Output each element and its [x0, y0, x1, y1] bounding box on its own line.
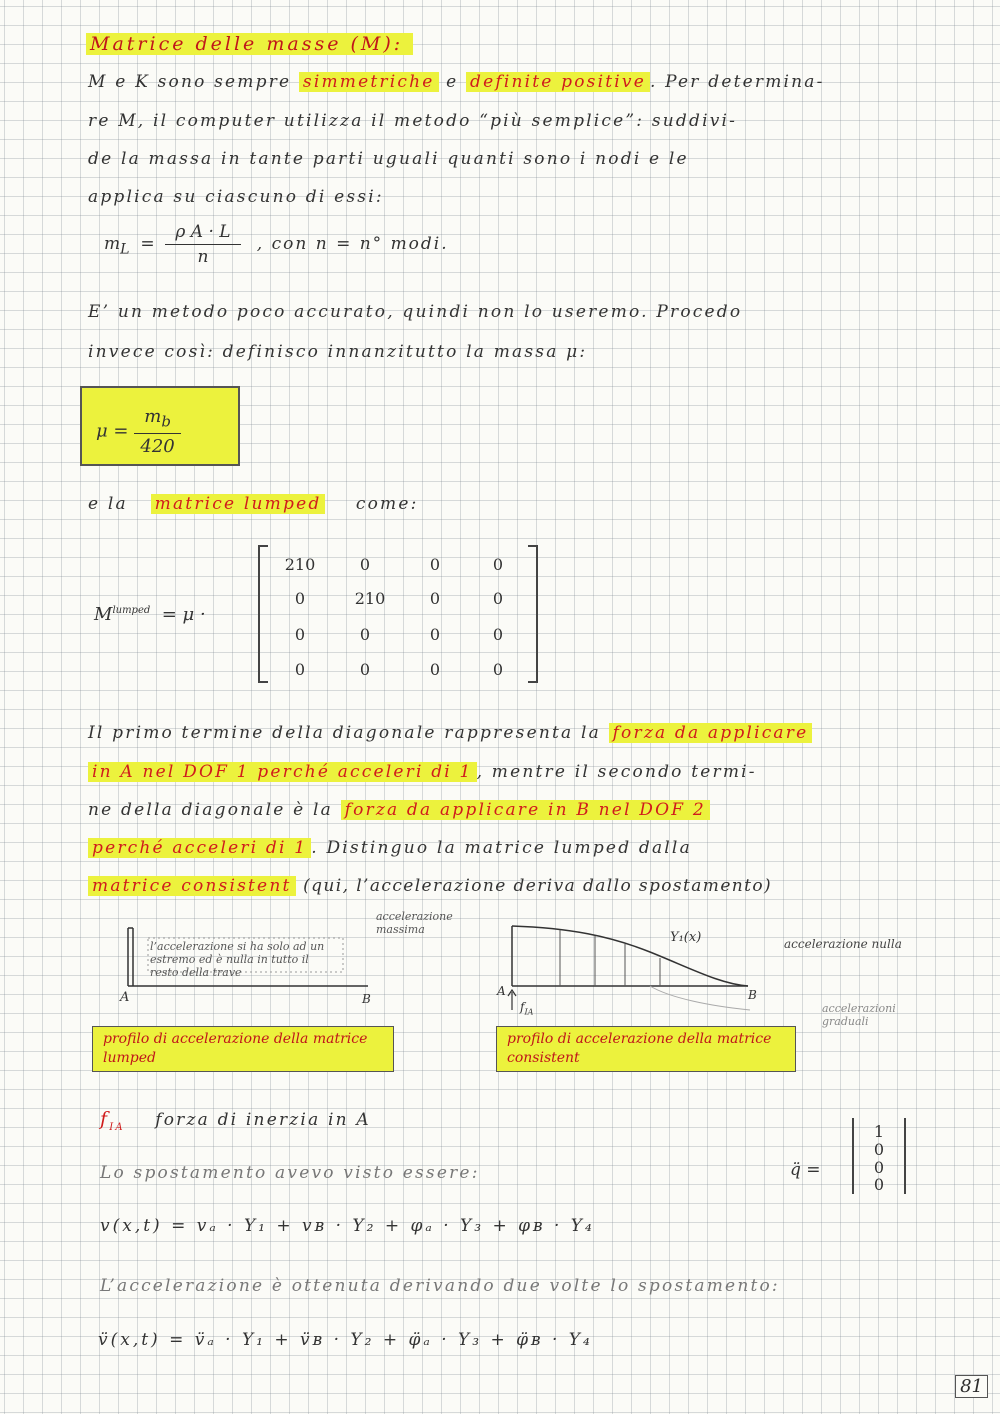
lumped-note: l’accelerazione si ha solo ad un estremo ed è nulla in tutto il resto della trave	[150, 940, 325, 979]
fraction	[165, 222, 240, 267]
max-acceleration-note: accelerazione massima	[376, 910, 453, 936]
force-label	[520, 1000, 533, 1016]
matrix-symbol: M	[94, 604, 113, 625]
null-acceleration-note: accelerazione nulla	[784, 937, 902, 951]
highlight-in-a-dof1: in A nel DOF 1 perché acceleri di 1	[88, 762, 477, 782]
y1-curve	[512, 926, 748, 986]
para4-line-5	[88, 876, 772, 896]
fia-f: f	[100, 1108, 110, 1130]
q-vector-value: 0	[873, 1158, 885, 1177]
para4-text: (qui, l’accelerazione deriva dallo spostamento)	[303, 876, 773, 896]
fraction-denominator: n	[197, 247, 209, 267]
para4-line-1	[88, 723, 812, 743]
matrix-cell: 210	[354, 589, 386, 608]
highlight-matrice-lumped: matrice lumped	[151, 494, 326, 514]
para4-line-3	[88, 800, 710, 820]
para4-text: Il primo termine della diagonale rappresenta la	[88, 723, 601, 743]
mu-lhs: μ =	[96, 420, 129, 442]
matrix-lhs	[94, 604, 206, 625]
fia-definition	[100, 1108, 371, 1133]
force-symbol: f	[520, 1000, 525, 1014]
matrix-cell: 0	[294, 625, 306, 644]
para4-line-2	[88, 762, 757, 782]
matrix-cell: 0	[359, 660, 371, 679]
page-title: Matrice delle masse (M):	[86, 33, 413, 55]
highlight-definite-positive: definite positive	[466, 72, 650, 92]
q-vector-value: 1	[873, 1122, 885, 1141]
intro-line-1	[88, 72, 825, 92]
mu-denominator: 420	[140, 435, 175, 457]
intro-line-4: applica su ciascuno di essi:	[88, 187, 384, 207]
label-b: B	[748, 988, 757, 1002]
highlight-simmetriche: simmetriche	[299, 72, 439, 92]
q-vector	[852, 1118, 906, 1194]
para3-text: come:	[355, 494, 419, 514]
mu-numerator	[134, 406, 181, 434]
matrix-cell: 0	[429, 555, 441, 574]
matrix-cell: 0	[492, 625, 504, 644]
fia-text: forza di inerzia in A	[155, 1110, 371, 1130]
para3-line	[88, 494, 419, 514]
accelerazione-text: L’accelerazione è ottenuta derivando due volte lo spostamento:	[100, 1276, 780, 1296]
accelerazione-formula: v̈(x,t) = v̈ₐ · Y₁ + v̈ʙ · Y₂ + φ̈ₐ · Y₃ + φ̈ʙ · Y₄	[98, 1330, 593, 1350]
para4-text: . Distinguo la matrice lumped dalla	[311, 838, 692, 858]
intro-text: e	[446, 72, 459, 92]
gradual-pointer	[650, 986, 750, 1010]
matrix-cell: 0	[492, 660, 504, 679]
curve-label: Y₁(x)	[670, 930, 702, 945]
para4-text: , mentre il secondo termi-	[476, 762, 757, 782]
para3-text: e la	[88, 494, 128, 514]
highlight-acceleri: perché acceleri di 1	[88, 838, 311, 858]
matrix-eq: = μ ·	[161, 604, 206, 625]
matrix-cell: 210	[284, 555, 316, 574]
q-vector-value: 0	[873, 1140, 885, 1159]
matrix-cell: 0	[359, 555, 371, 574]
label-a: A	[497, 984, 506, 998]
mu-formula	[96, 406, 181, 457]
intro-text: . Per determina-	[649, 72, 825, 92]
mu-fraction	[134, 406, 181, 457]
page-number: 81	[955, 1375, 988, 1398]
q-vector-value: 0	[873, 1175, 885, 1194]
label-a: A	[120, 990, 130, 1005]
matrix-sup: lumped	[112, 605, 151, 616]
intro-line-3: de la massa in tante parti uguali quanti sono i nodi e le	[88, 149, 689, 169]
matrix-cell: 0	[429, 625, 441, 644]
matrix-cell: 0	[294, 589, 306, 608]
formula-mass-per-node: $m_L$ = $\frac{\text{ρ A · L}}{n}$ , con n = n° modi.	[104, 222, 449, 267]
consistent-acceleration-diagram	[500, 906, 770, 1016]
para4-line-4	[88, 838, 692, 858]
gradual-acceleration-note: accelerazioni graduali	[822, 1002, 896, 1028]
mu-num-m: m	[144, 406, 162, 427]
highlight-matrice-consistent: matrice consistent	[88, 876, 296, 896]
matrix-cell: 0	[359, 625, 371, 644]
force-sub: IA	[524, 1007, 534, 1017]
intro-text: M e K sono sempre	[88, 72, 292, 92]
matrix-cell: 0	[492, 589, 504, 608]
matrix-cell: 0	[294, 660, 306, 679]
formula-note: , con n = n° modi.	[256, 234, 449, 254]
matrix-cell: 0	[429, 660, 441, 679]
matrix-cell: 0	[429, 589, 441, 608]
fia-symbol	[100, 1108, 125, 1133]
spostamento-formula: v(x,t) = vₐ · Y₁ + vʙ · Y₂ + φₐ · Y₃ + φʙ · Y₄	[100, 1216, 595, 1236]
spostamento-text: Lo spostamento avevo visto essere:	[100, 1163, 480, 1183]
formula-lhs: m	[104, 234, 121, 254]
consistent-caption: profilo di accelerazione della matrice consistent	[496, 1026, 796, 1072]
fraction-numerator: ρ A · L	[165, 222, 240, 245]
highlight-forza-in-b: forza da applicare in B nel DOF 2	[341, 800, 710, 820]
lumped-caption: profilo di accelerazione della matrice lumped	[92, 1026, 394, 1072]
highlight-forza-da-applicare: forza da applicare	[609, 723, 813, 743]
mu-definition-box	[80, 386, 240, 466]
lumped-matrix	[258, 545, 538, 683]
formula-lhs-sub: L	[120, 241, 130, 258]
q-vector-lhs: q̈ =	[790, 1160, 821, 1180]
para2-line-2: invece così: definisco innanzitutto la massa μ:	[88, 342, 588, 362]
label-b: B	[362, 992, 371, 1006]
mu-num-sub: b	[161, 412, 171, 431]
para2-line-1: E’ un metodo poco accurato, quindi non lo useremo. Procedo	[88, 302, 743, 322]
intro-line-2: re M, il computer utilizza il metodo “più semplice”: suddivi-	[88, 111, 738, 131]
para4-text: ne della diagonale è la	[88, 800, 333, 820]
fia-sub: IA	[109, 1121, 125, 1133]
matrix-cell: 0	[492, 555, 504, 574]
